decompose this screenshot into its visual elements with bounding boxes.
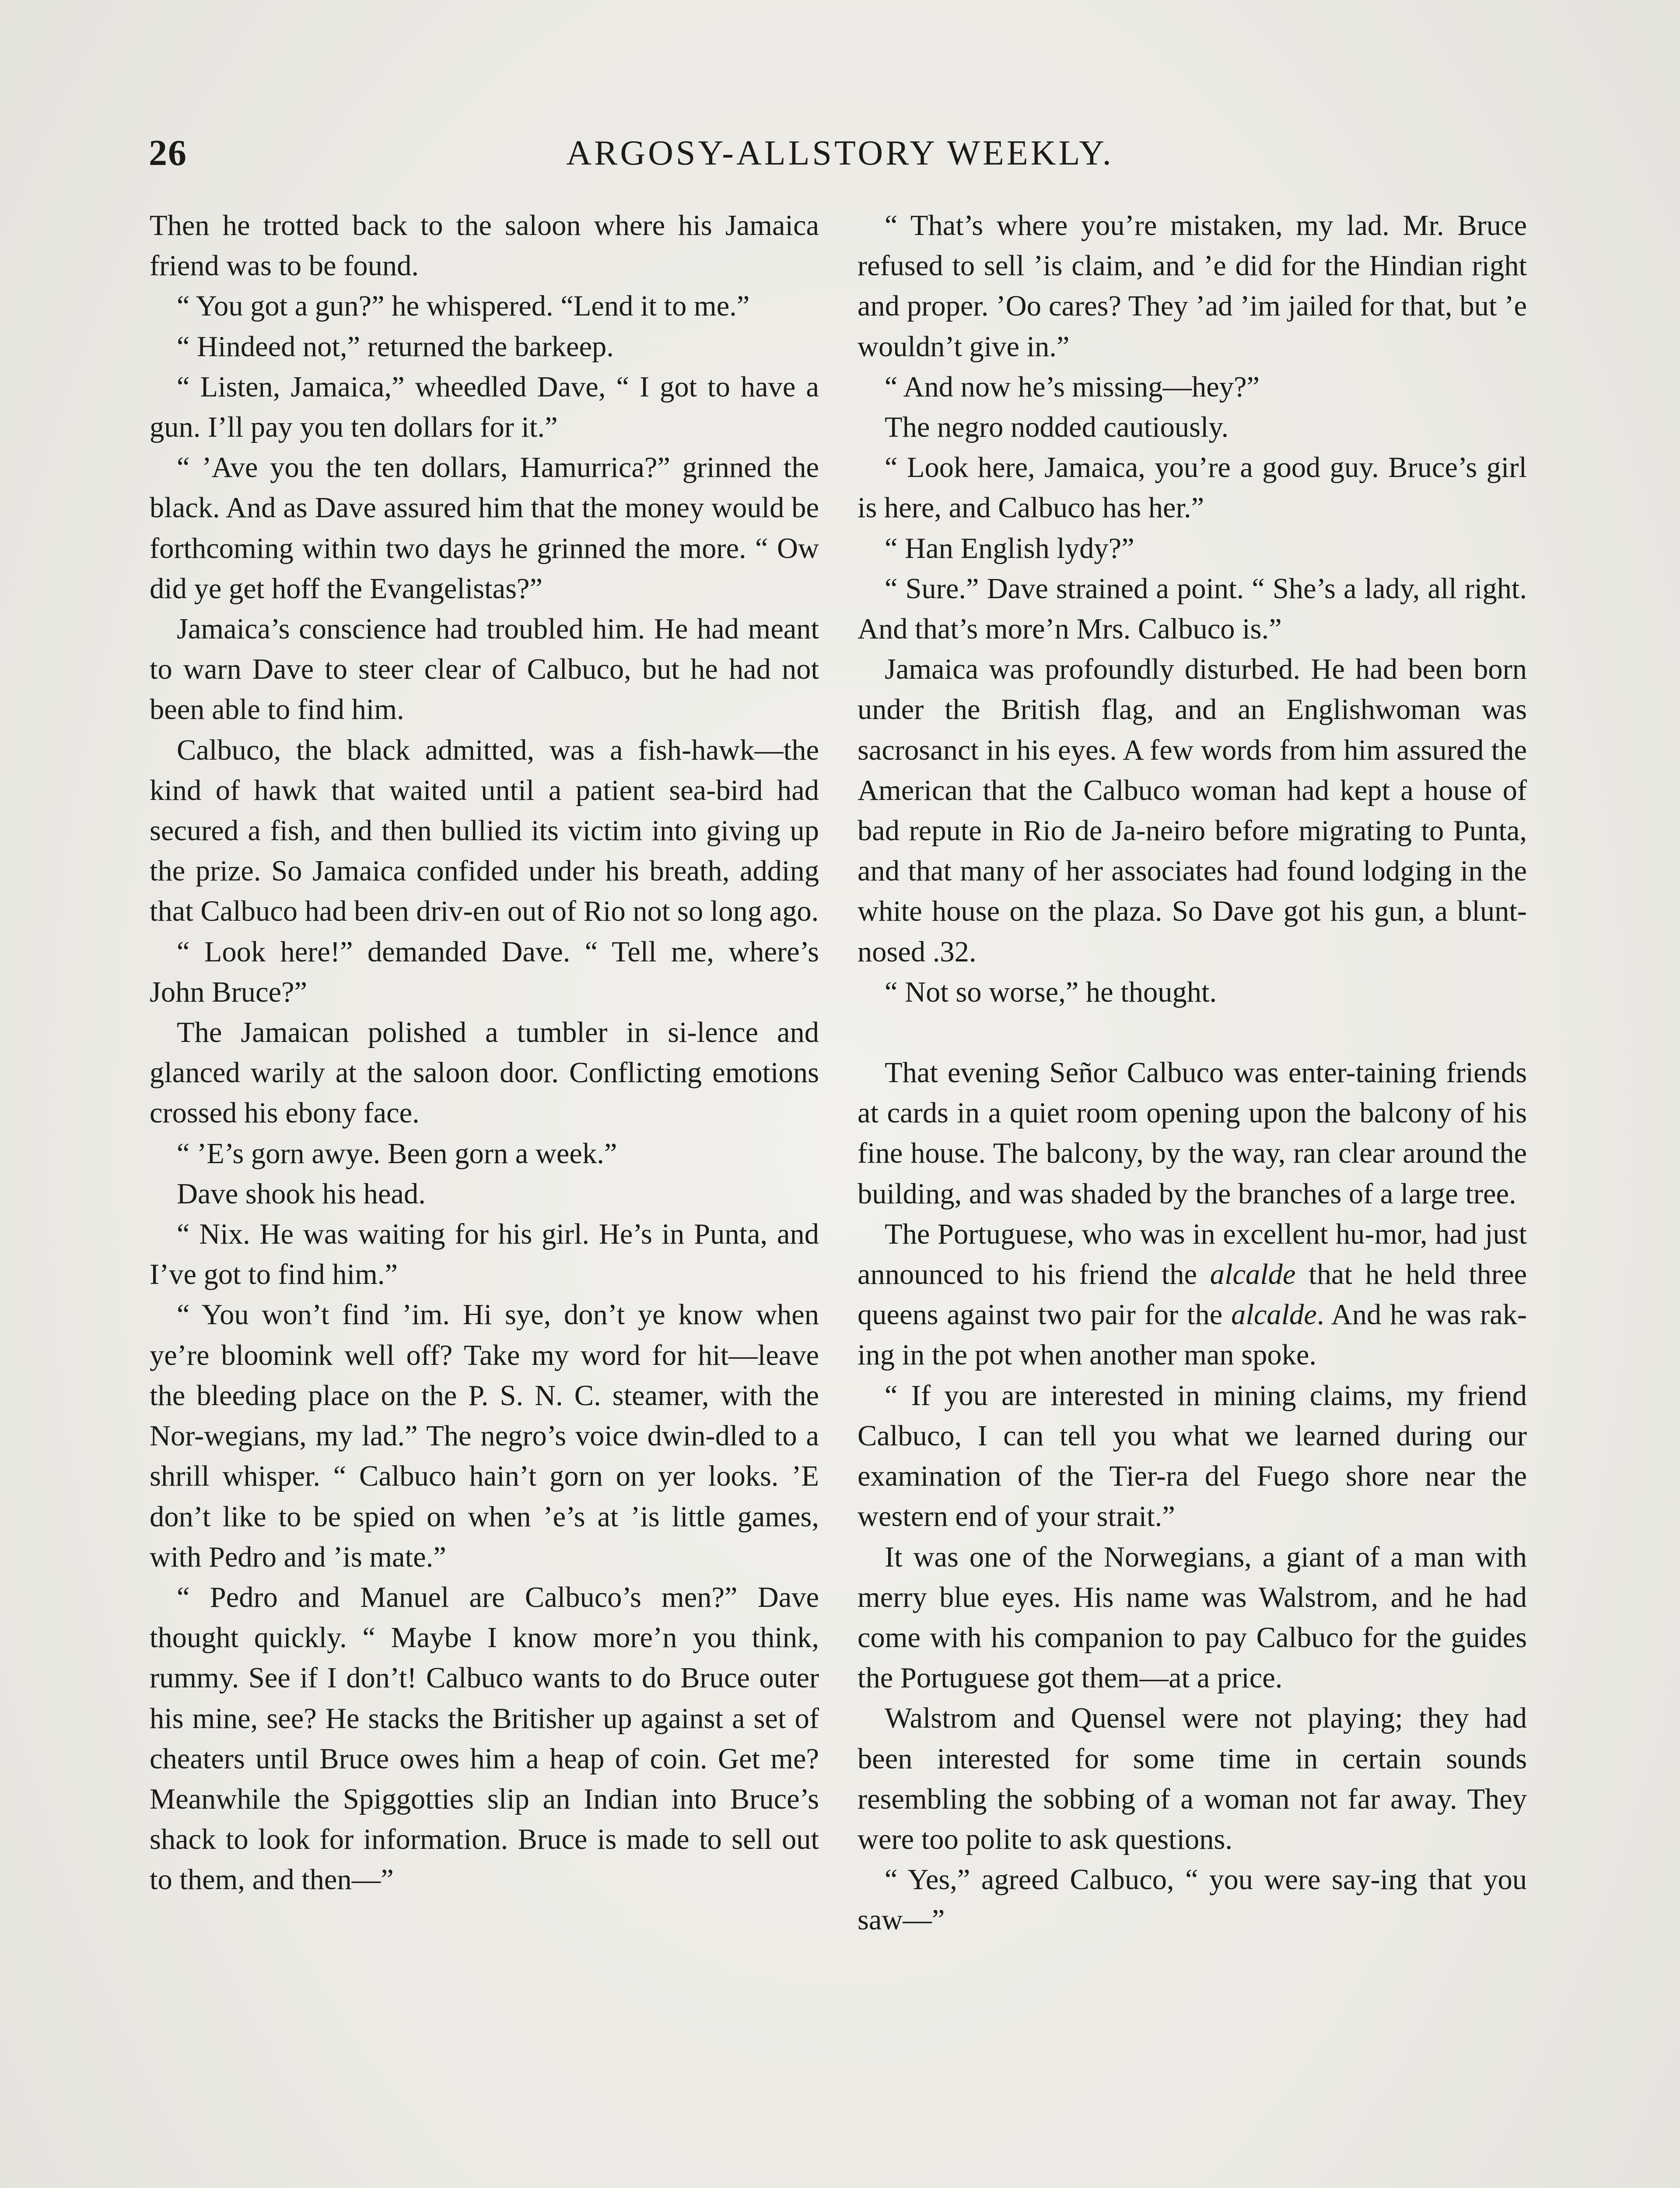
right-column — [858, 206, 1527, 1941]
left-column — [150, 206, 819, 1900]
page-number: 26 — [149, 133, 187, 173]
paragraph: “ If you are interested in mining claims, my friend Calbuco, I can tell you what we learned during our examination of the Tier-ra del Fuego shore near the western end of your strait.” — [858, 1379, 1527, 1533]
paragraph: “ And now he’s missing—hey?” — [885, 371, 1260, 403]
paragraph: Calbuco, the black admitted, was a fish-hawk—the kind of hawk that waited until a patient sea-bird had secured a fish, and then bullied its victim into giving up the prize. So Jamaica confided under his breath, adding that Calbuco had been driv-en out of Rio not so long ago. — [150, 734, 819, 928]
paragraph: The negro nodded cautiously. — [885, 411, 1229, 444]
paragraph: “ Look here!” demanded Dave. “ Tell me, where’s John Bruce?” — [150, 936, 819, 1008]
page-header — [149, 129, 1531, 182]
paragraph: Walstrom and Quensel were not playing; they had been interested for some time in certain sounds resembling the sobbing of a woman not far away. They were too polite to ask questions. — [858, 1702, 1527, 1855]
paragraph: “ You got a gun?” he whispered. “Lend it to me.” — [177, 290, 750, 323]
paragraph: “ Yes,” agreed Calbuco, “ you were say-ing that you saw—” — [858, 1864, 1527, 1936]
paragraph: That evening Señor Calbuco was enter-taining friends at cards in a quiet room opening upon the balcony of his fine house. The balcony, by the way, ran clear around the building, and was shaded by the branches of a large tree. — [858, 1057, 1527, 1210]
paragraph: “ Han English lydy?” — [885, 532, 1134, 565]
italic-term: alcalde — [1210, 1259, 1296, 1291]
paragraph: The Jamaican polished a tumbler in si-lence and glanced warily at the saloon door. Conflicting emotions crossed his ebony face. — [150, 1017, 819, 1129]
running-title: ARGOSY-ALLSTORY WEEKLY. — [566, 134, 1114, 172]
paragraph: “ Sure.” Dave strained a point. “ She’s a lady, all right. And that’s more’n Mrs. Calbuco is.” — [858, 572, 1527, 645]
paragraph: “ Not so worse,” he thought. — [885, 976, 1217, 1008]
paragraph: It was one of the Norwegians, a giant of a man with merry blue eyes. His name was Walstrom, and he had come with his companion to pay Calbuco for the guides the Portuguese got them—at a price. — [858, 1541, 1527, 1694]
paragraph: “ You won’t find ’im. Hi sye, don’t ye know when ye’re bloomink well off? Take my word for hit—leave the bleeding place on the P. S. N. C. steamer, with the Nor-wegians, my lad.” The negro’s voice dwin-dled to a shrill whisper. “ Calbuco hain’t gorn on yer looks. ’E don’t like to be spied on when ’e’s at ’is little games, with Pedro and ’is mate.” — [150, 1299, 819, 1573]
paragraph: “ ’E’s gorn awye. Been gorn a week.” — [177, 1137, 617, 1170]
paragraph: “ That’s where you’re mistaken, my lad. Mr. Bruce refused to sell ’is claim, and ’e did for the Hindian right and proper. ’Oo cares? They ’ad ’im jailed for that, but ’e wouldn’t give in.” — [858, 210, 1527, 363]
italic-term: alcalde — [1231, 1299, 1317, 1331]
paragraph: “ Nix. He was waiting for his girl. He’s in Punta, and I’ve got to find him.” — [150, 1218, 819, 1291]
paragraph-alcalde: The Portuguese, who was in excellent hu-mor, had just announced to his friend the alcalde that he held three queens against two pair for the alcalde. And he was rak-ing in the pot when another man spoke. — [858, 1218, 1527, 1371]
paragraph: Then he trotted back to the saloon where his Jamaica friend was to be found. — [150, 210, 819, 282]
paragraph: Jamaica’s conscience had troubled him. He had meant to warn Dave to steer clear of Calbuco, but he had not been able to find him. — [150, 613, 819, 726]
section-break — [858, 1013, 1527, 1053]
paragraph: “ Listen, Jamaica,” wheedled Dave, “ I got to have a gun. I’ll pay you ten dollars for it.” — [150, 371, 819, 444]
paragraph: Dave shook his head. — [177, 1178, 426, 1210]
paragraph: “ ’Ave you the ten dollars, Hamurrica?” grinned the black. And as Dave assured him that the money would be forthcoming within two days he grinned the more. “ Ow did ye get hoff the Evangelistas?” — [150, 452, 819, 605]
paragraph: “ Look here, Jamaica, you’re a good guy. Bruce’s girl is here, and Calbuco has her.” — [858, 452, 1527, 524]
paragraph: Jamaica was profoundly disturbed. He had been born under the British flag, and an Englishwoman was sacrosanct in his eyes. A few words from him assured the American that the Calbuco woman had kept a house of bad repute in Rio de Ja-neiro before migrating to Punta, and that many of her associates had found lodging in the white house on the plaza. So Dave got his gun, a blunt-nosed .32. — [858, 653, 1527, 968]
paragraph: “ Hindeed not,” returned the barkeep. — [177, 330, 614, 363]
paragraph: “ Pedro and Manuel are Calbuco’s men?” Dave thought quickly. “ Maybe I know more’n you think, rummy. See if I don’t! Calbuco wants to do Bruce outer his mine, see? He stacks the Britisher up against a set of cheaters until Bruce owes him a heap of coin. Get me? Meanwhile the Spiggotties slip an Indian into Bruce’s shack to look for information. Bruce is made to sell out to them, and then—” — [150, 1581, 819, 1896]
